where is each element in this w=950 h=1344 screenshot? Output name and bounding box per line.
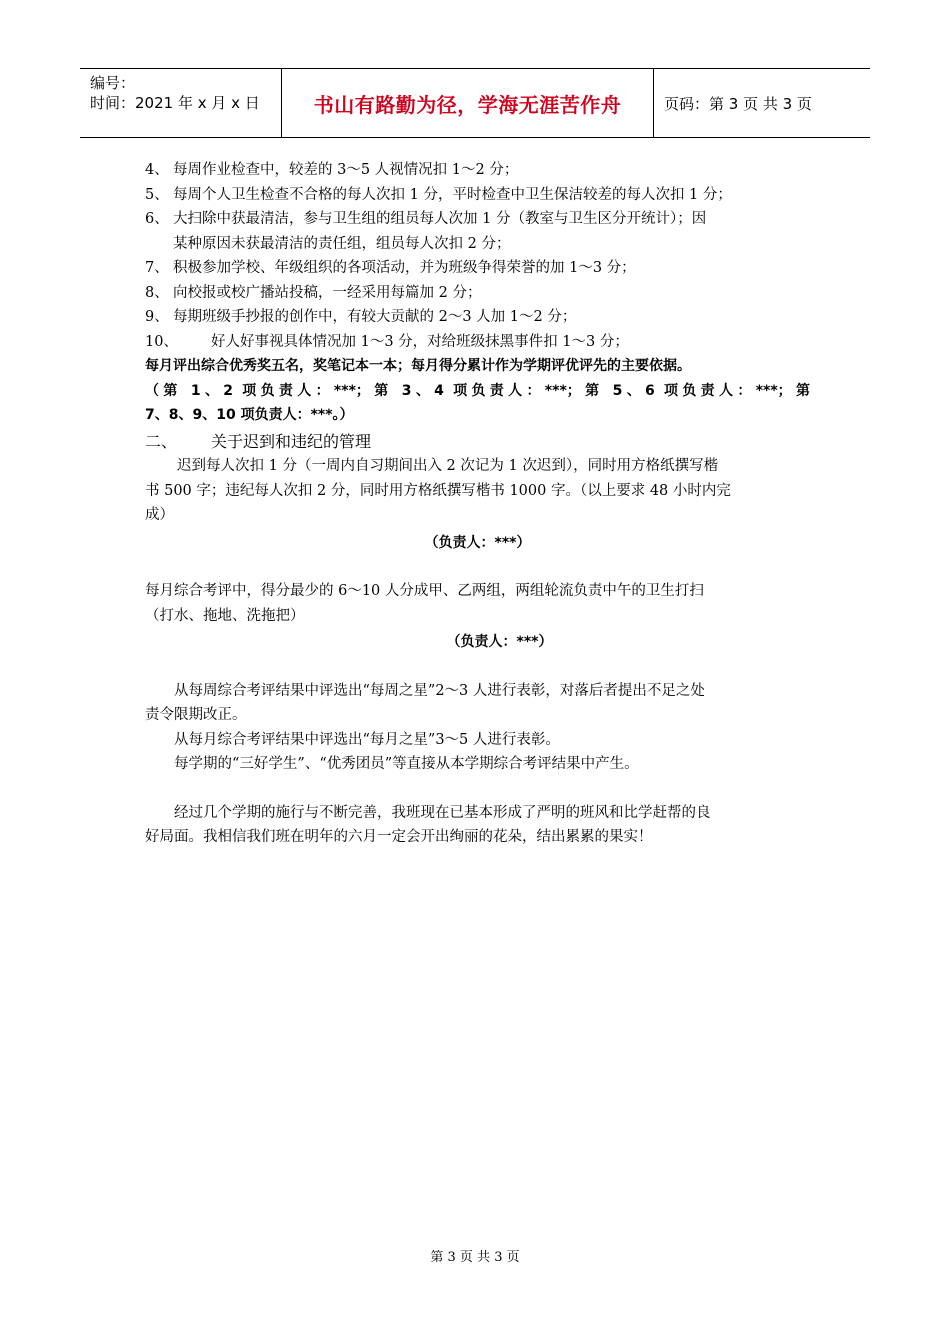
item-number: 4、 [145,162,169,178]
spacer [145,777,810,801]
section-title: 关于迟到和违纪的管理 [211,431,372,451]
page-footer: 第 3 页 共 3 页 [430,1250,520,1265]
star-month: 从每月综合考评结果中评选出“每月之星”3～5 人进行表彰。 [174,731,560,748]
item-continuation: 某种原因未获最清洁的责任组，组员每人次扣 2 分； [173,235,511,252]
item-text: 每期班级手抄报的创作中，有较大贡献的 2～3 人加 1～2 分； [173,309,577,325]
list-item [145,158,810,183]
serial-label: 编号： [90,74,136,92]
star-week-line-2: 责令限期改正。 [145,707,247,723]
closing-line-2: 好局面。我相信我们班在明年的六月一定会开出绚丽的花朵，结出累累的果实！ [145,829,653,845]
header-motto-cell [281,69,654,137]
item-text: 每周个人卫生检查不合格的每人次扣 1 分，平时检查中卫生保洁较差的每人次扣 1 分； [173,186,732,203]
late-rule-line-3: 成） [145,507,174,523]
semester-awards: 每学期的“三好学生”、“优秀团员”等直接从本学期综合考评结果中产生。 [174,756,639,772]
item-text: 积极参加学校、年级组织的各项活动，并为班级争得荣誉的加 1～3 分； [173,260,636,276]
item-text: 每周作业检查中，较差的 3～5 人视情况扣 1～2 分； [173,162,519,178]
header-page-cell [654,69,870,137]
responsible-note: （负责人：***） [424,534,531,551]
section-number: 二、 [145,431,178,451]
spacer [145,655,810,679]
date-line: 时间：2021 年 x 月 x 日 [90,94,260,112]
item-text: 好人好事视具体情况加 1～3 分，对给班级抹黑事件扣 1～3 分； [211,333,629,350]
responsible-note: （负责人：***） [446,634,553,650]
bold-responsible-line-2: 7、8、9、10 项负责人：***。） [145,407,354,423]
item-text: 向校报或校广播站投稿，一经采用每篇加 2 分； [173,284,482,301]
list-item [145,207,810,232]
list-item [145,281,810,306]
bold-summary: 每月评出综合优秀奖五名，奖笔记本一本；每月得分累计作为学期评优评先的主要依据。 [145,358,691,374]
spacer [145,555,810,579]
item-number: 10、 [145,333,178,350]
page-info: 页码：第 3 页 共 3 页 [664,94,812,113]
late-rule-line-2: 书 500 字；违纪每人次扣 2 分，同时用方格纸撰写楷书 1000 字。（以上要求 48 小时内完 [145,482,731,499]
document-body [145,158,810,850]
header-left-cell [80,69,281,137]
item-number: 6、 [145,211,169,227]
late-rule-line-1: 迟到每人次扣 1 分（一周内自习期间出入 2 次记为 1 次迟到），同时用方格纸撰写楷 [177,458,719,474]
closing-line-1: 经过几个学期的施行与不断完善，我班现在已基本形成了严明的班风和比学赶帮的良 [174,804,711,821]
monthly-rule-line-1: 每月综合考评中，得分最少的 6～10 人分成甲、乙两组，两组轮流负责中午的卫生打扫 [145,583,704,599]
monthly-rule-line-2: （打水、拖地、洗拖把） [145,607,305,624]
bold-responsible-line-1: （第 1、2 项负责人：***；第 3、4 项负责人：***；第 5、6 项负责人：***；第 [145,382,810,399]
item-number: 5、 [145,186,169,203]
star-week-line-1: 从每周综合考评结果中评选出“每周之星”2～3 人进行表彰，对落后者提出不足之处 [174,682,705,699]
item-number: 8、 [145,284,169,301]
section-heading [145,430,810,455]
document-header [80,68,870,138]
item-text: 大扫除中获最清洁，参与卫生组的组员每人次加 1 分（教室与卫生区分开统计）；因 [173,211,707,227]
item-number: 9、 [145,309,169,325]
motto: 书山有路勤为径，学海无涯苦作舟 [313,92,622,117]
list-item [145,183,810,208]
list-item [145,330,810,355]
list-item [145,256,810,281]
item-number: 7、 [145,260,169,276]
list-item [145,305,810,330]
